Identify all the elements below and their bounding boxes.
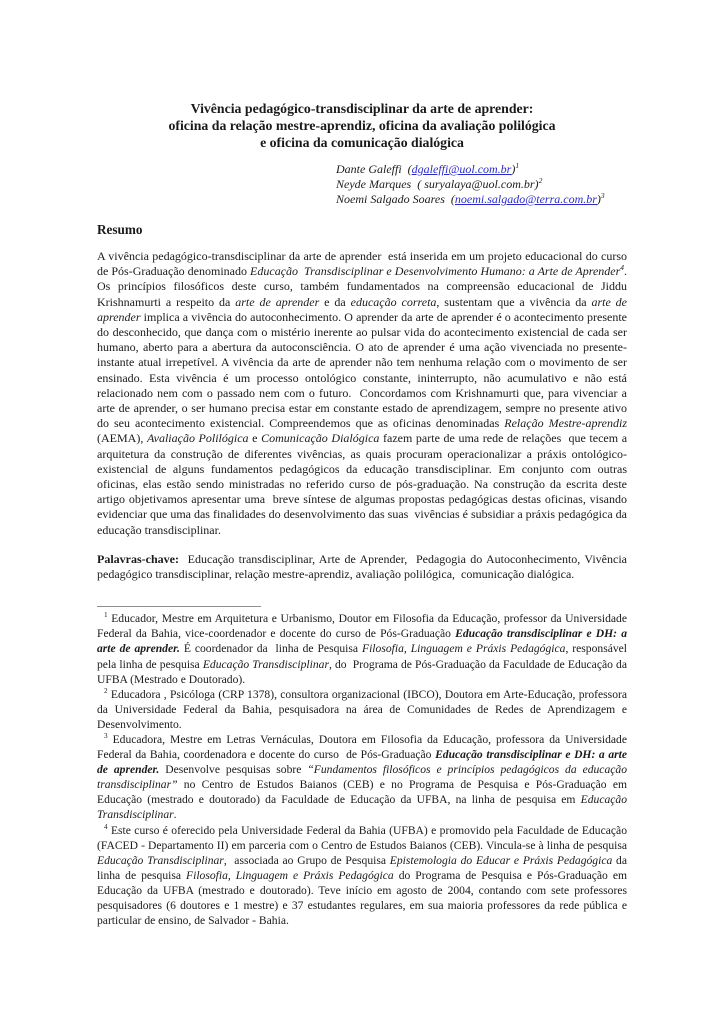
text-run: e [248,431,262,446]
superscript-marker: 2 [104,686,108,695]
text-run: Educadora, Mestre em Letras Vernáculas, Doutora em Filosofia da Educação, professora da Universidade Federal da Bahia, coordenadora e docente do curso de Pós-Graduação [97,733,627,762]
paper-title [97,100,627,151]
footnote-4 [97,823,627,929]
abstract-heading: Resumo [97,222,143,237]
paper-title-line-1: Vivência pedagógico-transdisciplinar da arte de aprender: [190,101,534,116]
text-run: Este curso é oferecido pela Universidade Federal da Bahia (UFBA) e promovido pela Faculdade de Educação (FACED - Departamento II) em parceria com o Centro de Estudos Baianos (CEB). Vincula-se à linha de pesquisa [97,823,627,852]
text-run: ) [596,192,601,206]
author-line-3 [336,192,627,207]
email-link[interactable]: noemi.salgado@terra.com.br [454,192,597,206]
footnote-3 [97,732,627,823]
text-run: Educadora , Psicóloga (CRP 1378), consultora organizacional (IBCO), Doutora em Arte-Educação, professora da Universidade Federal da Bahia, pesquisadora na área de Comunidades de Redes de Aprendizagem e Desenvolvimento. [97,687,627,731]
superscript-marker: 4 [620,263,625,273]
text-run: Educação Transdisciplinar [97,793,627,822]
text-run: Avaliação Polilógica [146,431,249,446]
text-run: Noemi Salgado Soares ( [336,192,455,206]
text-run: “Fundamentos filosóficos e princípios pedagógicos da educação transdisciplinar” [97,763,627,792]
text-run: do Programa de Pesquisa e Pós-Graduação em Educação da UFBA (mestrado e doutorado). Teve início em agosto de 2004, contando com sete professores pesquisadores (6 doutores e 1 mestre) e 37 estudantes regulares, em sua maioria professores da rede pública e particular de ensino, de Salvador - Bahia. [97,868,627,928]
abstract-text [97,249,627,538]
superscript-marker: 2 [538,176,543,185]
footnote-1 [97,611,627,686]
superscript-marker: 1 [515,161,520,170]
text-run: Educação transdisciplinar, Arte de Aprender, Pedagogia do Autoconhecimento, Vivência pedagógico transdisciplinar, relação mestre-aprendiz, avaliação polilógica, comunicação dialógica. [97,551,627,582]
text-run: Educação Transdisciplinar [202,657,329,671]
text-run: implica a vivência do autoconhecimento. O aprender da arte de aprender é o acontecimento presente do desconhecido, que dança com o mistério inerente ao pulsar vida do acontecimento existencial de cada ser humano, aberto para a abertura da autoconsciência. O ato de aprender é uma ação vivenciada no presente-instante atual irrepetível. A vivência da arte de aprender não tem nenhuma relação com o movimento de ser ensinado. Esta vivência é um processo ontológico constante, ininterrupto, não acumulativo e não está relacionado nem com o passado nem com o futuro. Concordamos com Krishnamurti que, para vivenciar a arte de aprender, o ser humano precisa estar em constante estado de aprendizagem, sempre no presente ativo do seu acontecimento existencial. Compreendemos que as oficinas denominadas [97,309,627,431]
text-run: . Os princípios filosóficos deste curso, também fundamentados na compreensão educacional de Jiddu Krishnamurti a respeito da [97,264,628,309]
text-run: arte de aprender [235,294,320,309]
email-link[interactable]: dgaleffi@uol.com.br [411,162,512,176]
footnotes-section [97,611,627,928]
text-run: Epistemologia do Educar e Práxis Pedagógica [389,853,613,867]
superscript-marker: 4 [104,822,108,831]
text-run: A vivência pedagógico-transdisciplinar da arte de aprender está inserida em um projeto educacional do curso de Pós-Graduação denominado [97,249,627,279]
text-run: arte de aprender [97,294,628,324]
authors-block [336,162,627,207]
text-run: da linha de pesquisa [97,853,628,882]
text-run: Relação Mestre-aprendiz [504,416,627,431]
footnote-2 [97,687,627,732]
author-line-2 [336,177,627,192]
text-run: . [173,808,177,822]
author-line-1 [336,162,627,177]
text-run: Educação transdisciplinar e DH: a arte de aprender. [97,748,627,777]
text-run: Educador, Mestre em Arquitetura e Urbanismo, Doutor em Filosofia da Educação, professor da Universidade Federal da Bahia, vice-coordenador e docente do curso de Pós-Graduação [97,612,627,641]
text-run: Dante Galeffi ( [336,162,412,176]
text-run: educação correta [350,294,437,309]
paper-title-line-3: e oficina da comunicação dialógica [260,135,464,150]
footnote-separator [97,606,261,607]
text-run: , sustentam que a vivência da [436,294,592,309]
text-run: Educação transdisciplinar e DH: a arte de aprender. [97,627,627,656]
text-run: Neyde Marques ( suryalaya@uol.com.br) [336,177,539,191]
paper-title-line-2: oficina da relação mestre-aprendiz, oficina da avaliação polilógica [168,118,556,133]
text-run: , do Programa de Pós-Graduação da Faculdade de Educação da UFBA (Mestrado e Doutorado). [97,657,627,686]
text-run: Filosofia, Linguagem e Práxis Pedagógica [362,642,566,656]
superscript-marker: 3 [600,191,605,200]
text-run: ) [511,162,516,176]
text-run: e da [319,294,351,309]
text-run: , associada ao Grupo de Pesquisa [223,853,390,867]
text-run: É coordenador da linha de Pesquisa [179,642,362,656]
text-run: no Centro de Estudos Baianos (CEB) e no Programa de Pesquisa e Pós-Graduação em Educação (mestrado e doutorado) da Faculdade de Educação da UFBA, na linha de pesquisa em [97,778,627,807]
text-run: Filosofia, Linguagem e Práxis Pedagógica [186,868,394,882]
text-run: Educação Transdisciplinar e Desenvolvimento Humano: a Arte de Aprender [250,264,621,279]
text-run: (AEMA), [97,431,147,446]
text-run: Educação Transdisciplinar [97,853,224,867]
text-run: , responsável pela linha de pesquisa [97,642,628,671]
text-run: Desenvolve pesquisas sobre [159,763,308,777]
superscript-marker: 3 [104,732,108,741]
superscript-marker: 1 [104,611,108,620]
keywords-text [97,552,627,582]
text-run: Palavras-chave: [97,551,179,566]
text-run: Comunicação Dialógica [261,431,380,446]
text-run: fazem parte de uma rede de relações que tecem a arquitetura da construção de diferentes vivências, as quais procuram operacionalizar a práxis ontológico-existencial de alguns fundamentos pedagógicos da educação transdisciplinar. Em conjunto com outras oficinas, elas estão sendo ministradas no referido curso de pós-graduação. Na construção da escrita deste artigo objetivamos apresentar uma breve síntese de algumas propostas pedagógicas destas oficinas, visando evidenciar que uma das finalidades do desenvolvimento das suas vivências é subsidiar a práxis pedagógica da educação transdisciplinar. [97,431,628,537]
